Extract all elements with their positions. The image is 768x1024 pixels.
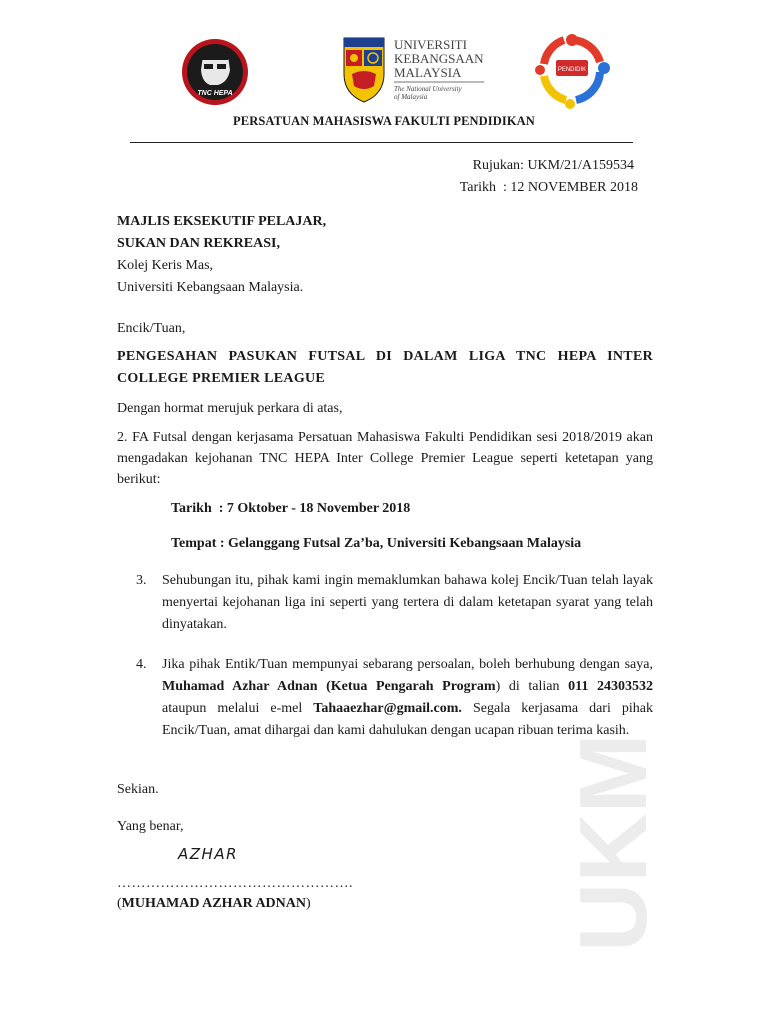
ukm-name-line2: KEBANGSAAN [394,51,484,66]
signer-open-paren: ( [117,896,122,911]
paragraph-3-text: Sehubungan itu, pihak kami ingin memaklumkan bahawa kolej Encik/Tuan telah layak menyertai kejohanan liga ini seperti yang tertera di dalam ketetapan syarat yang telah dinyatakan. [162,573,653,632]
recipient-line-1: MAJLIS EKSEKUTIF PELAJAR, [117,214,327,229]
ukm-tagline-2: of Malaysia [394,93,428,101]
subject-heading: PENGESAHAN PASUKAN FUTSAL DI DALAM LIGA TNC HEPA INTER COLLEGE PREMIER LEAGUE [117,349,653,386]
paragraph-4-part-4: Segala kerjasama dari pihak Encik/Tuan, amat dihargai dan kami dahulukan dengan ucapan ribuan terima kasih. [162,701,653,738]
faculty-logo-text: PENDIDIK [557,67,587,73]
signer-name-line [117,893,311,915]
signer-name: MUHAMAD AZHAR ADNAN [121,896,306,911]
paragraph-4-part-3: ataupun melalui e-mel [162,701,314,716]
recipient-line-2: SUKAN DAN REKREASI, [117,236,280,251]
contact-phone: 011 24303532 [568,679,653,694]
watermark-text: UKM [560,733,667,952]
tnc-hepa-logo [178,38,252,106]
paragraph-3-number: 3. [136,573,147,588]
ukm-logo [340,34,490,104]
signature-line: …………………………………………. [117,876,353,891]
paragraph-4-number: 4. [136,657,147,672]
ukm-name-line3: MALAYSIA [394,65,462,80]
recipient-line-3: Kolej Keris Mas, [117,258,214,273]
header-divider [130,142,633,143]
signer-close-paren: ) [306,896,311,911]
ukm-name-line1: UNIVERSITI [394,37,467,52]
contact-name: Muhamad Azhar Adnan (Ketua Pengarah Program [162,679,496,694]
event-venue: Tempat : Gelanggang Futsal Za’ba, Universiti Kebangsaan Malaysia [171,536,582,551]
ukm-watermark [560,733,667,952]
paragraph-2: 2. FA Futsal dengan kerjasama Persatuan Mahasiswa Fakulti Pendidikan sesi 2018/2019 akan mengadakan kejohanan TNC HEPA Inter College Premier League seperti ketetapan yang berikut: [117,430,653,487]
contact-email: Tahaaezhar@gmail.com. [313,701,462,716]
tnc-logo-text: TNC HEPA [197,90,233,97]
ukm-tagline-1: The National University [394,85,462,93]
organization-name: PERSATUAN MAHASISWA FAKULTI PENDIDIKAN [233,114,535,128]
recipient-address [117,211,326,299]
handwritten-signature: AZHAR [178,845,238,863]
paragraph-4-text [162,654,653,742]
sign-off: Yang benar, [117,819,184,834]
recipient-line-4: Universiti Kebangsaan Malaysia. [117,280,304,295]
salutation: Encik/Tuan, [117,321,186,336]
letter-date: Tarikh : 12 NOVEMBER 2018 [459,180,638,195]
intro-line: Dengan hormat merujuk perkara di atas, [117,401,343,416]
closing: Sekian. [117,782,159,797]
paragraph-4-part-1: Jika pihak Entik/Tuan mempunyai sebarang persoalan, boleh berhubung dengan saya, [162,657,653,672]
faculty-logo [532,32,612,108]
paragraph-4-part-2: ) di talian [495,679,569,694]
reference-number: Rujukan: UKM/21/A159534 [472,158,634,173]
event-date: Tarikh : 7 Oktober - 18 November 2018 [171,501,411,516]
